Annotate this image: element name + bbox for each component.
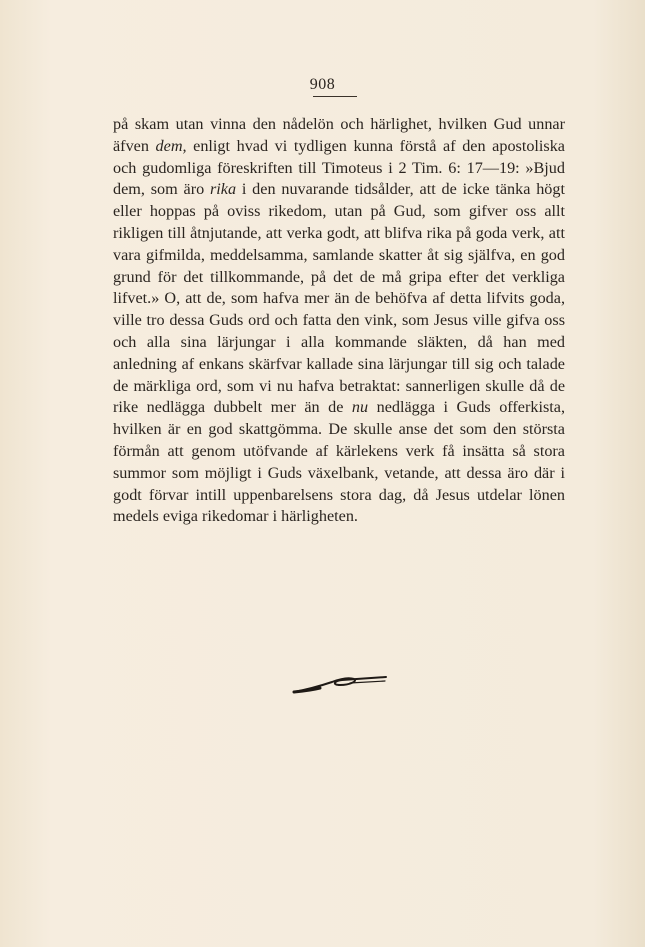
text-run-2: enligt hvad vi tydligen kunna förstå af den apostoliska och gudomliga föreskriften till Timoteus i 2 Tim. 6: 17—19: »Bjud dem, som äro: [113, 136, 565, 199]
emphasis-nu: nu: [351, 398, 369, 417]
body-text: [113, 114, 565, 528]
text-run-3: i den nuvarande tidsålder, att de icke tänka högt eller hoppas på oviss rikedom, utan på Gud, som gifver oss allt rikligen till åtnjutande, att verka godt, att blifva rika på goda verk, att vara gifmilda, meddelsamma, samlande skatter åt sig själfva, en god grund för det tillkommande, på det de må gripa efter det verkliga lifvet.» O, att de, som hafva mer än de behöfva af detta lifvits goda, ville tro dessa Guds ord och fatta den vink, som Jesus ville gifva oss och alla sina lärjungar i alla kommande släkten, då han med anledning af enkans skärfvar kallade sina lärjungar till sig och talade de märkliga ord, som vi nu hafva betraktat: sannerligen skulle då de rike nedlägga dubbelt mer än de: [113, 180, 565, 417]
flourish-icon: [290, 672, 390, 700]
page-number-rule: [313, 96, 357, 97]
page-number: 908: [309, 76, 336, 93]
text-run-4: nedlägga i Guds offerkista, hvilken är en god skattgömma. De skulle anse det som den största förmån att genom utöfvande af kärlekens verk få insätta så stora summor som möjligt i Guds växelbank, vetande, att dessa äro där i godt förvar intill uppenbarelsens stora dag, då Jesus utdelar lönen medels eviga rikedomar i härligheten.: [113, 398, 565, 526]
emphasis-rika: rika: [209, 180, 237, 199]
paragraph: [113, 114, 565, 528]
text-run-1: på skam utan vinna den nådelön och härlighet, hvilken Gud unnar äfven: [113, 115, 565, 155]
emphasis-dem: dem,: [155, 136, 187, 155]
